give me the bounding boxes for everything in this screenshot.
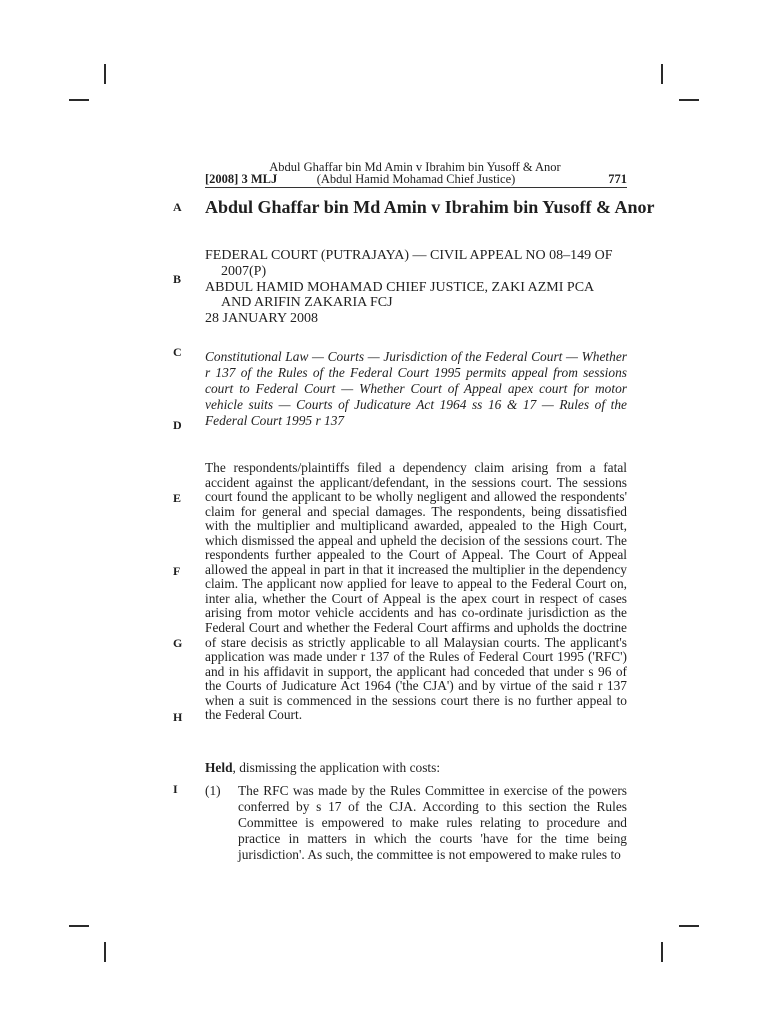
crop-mark	[69, 99, 89, 101]
headnote-summary: The respondents/plaintiffs filed a dependency claim arising from a fatal accident against the applicant/defendant, in the sessions court. The sessions court found the applicant to be wholly negligent and allowed the respondents' claim for general and special damages. The respondents, being dissatisfied with the multiplier and multiplicand awarded, appealed to the High Court, which dismissed the appeal and upheld the decision of the sessions court. The respondents further appealed to the Court of Appeal. The Court of Appeal allowed the appeal in part in that it increased the multiplier in the dependency claim. The applicant now applied for leave to appeal to the Federal Court on, inter alia, whether the Court of Appeal is the apex court in respect of cases arising from motor vehicle accidents and has co-ordinate jurisdiction as the Federal Court and whether the Federal Court affirms and upholds the doctrine of stare decisis as strictly applicable to all Malaysian courts. The applicant's application was made under r 137 of the Rules of Federal Court 1995 ('RFC') and in his affidavit in support, the applicant had conceded that under s 96 of the Courts of Judicature Act 1964 ('the CJA') and by virtue of the said r 137 when a suit is commenced in the sessions court there is no further appeal to the Federal Court.	[205, 460, 627, 723]
decision-date: 28 JANUARY 2008	[205, 311, 319, 327]
crop-mark	[679, 99, 699, 101]
page-number: 771	[608, 172, 627, 186]
margin-letter-f: F	[173, 564, 181, 578]
court-line: FEDERAL COURT (PUTRAJAYA) — CIVIL APPEAL NO 08–149 OF	[205, 248, 613, 263]
margin-letter-h: H	[173, 710, 183, 724]
held-point	[205, 783, 627, 863]
crop-mark	[104, 64, 106, 84]
court-line: 2007(P)	[221, 263, 267, 279]
crop-mark	[69, 925, 89, 927]
margin-letter-d: D	[173, 418, 182, 432]
crop-mark	[104, 942, 106, 962]
held-label: Held	[205, 760, 233, 775]
margin-letter-i: I	[173, 782, 178, 796]
margin-letter-b: B	[173, 272, 182, 286]
catchwords: Constitutional Law — Courts — Jurisdiction of the Federal Court — Whether r 137 of the Rules of the Federal Court 1995 permits appeal from sessions court to Federal Court — Whether Court of Appeal apex court for motor vehicle suits — Courts of Judicature Act 1964 ss 16 & 17 — Rules of the Federal Court 1995 r 137	[205, 349, 627, 428]
margin-letter-a: A	[173, 200, 182, 214]
citation: [2008] 3 MLJ	[205, 172, 278, 186]
held-line	[205, 760, 627, 776]
point-number: (1)	[205, 783, 221, 798]
running-header	[205, 172, 627, 188]
point-text: The RFC was made by the Rules Committee in exercise of the powers conferred by s 17 of the CJA. According to this section the Rules Committee is empowered to make rules relating to procedure and practice in matters in which the courts 'have for the time being jurisdiction'. As such, the committee is not empowered to make rules to	[238, 783, 627, 862]
crop-mark	[661, 64, 663, 84]
margin-letter-c: C	[173, 345, 182, 359]
coram-line: AND ARIFIN ZAKARIA FCJ	[221, 295, 393, 311]
margin-letter-g: G	[173, 636, 183, 650]
header-rule	[205, 187, 627, 188]
judge-name: (Abdul Hamid Mohamad Chief Justice)	[316, 172, 516, 186]
held-text: , dismissing the application with costs:	[232, 760, 441, 775]
case-title: Abdul Ghaffar bin Md Amin v Ibrahim bin Yusoff & Anor	[205, 197, 655, 217]
crop-mark	[661, 942, 663, 962]
court-details	[205, 248, 630, 327]
running-header-case: Abdul Ghaffar bin Md Amin v Ibrahim bin Yusoff & Anor	[269, 160, 561, 174]
coram-line: ABDUL HAMID MOHAMAD CHIEF JUSTICE, ZAKI AZMI PCA	[205, 279, 595, 295]
crop-mark	[679, 925, 699, 927]
margin-letter-e: E	[173, 491, 182, 505]
